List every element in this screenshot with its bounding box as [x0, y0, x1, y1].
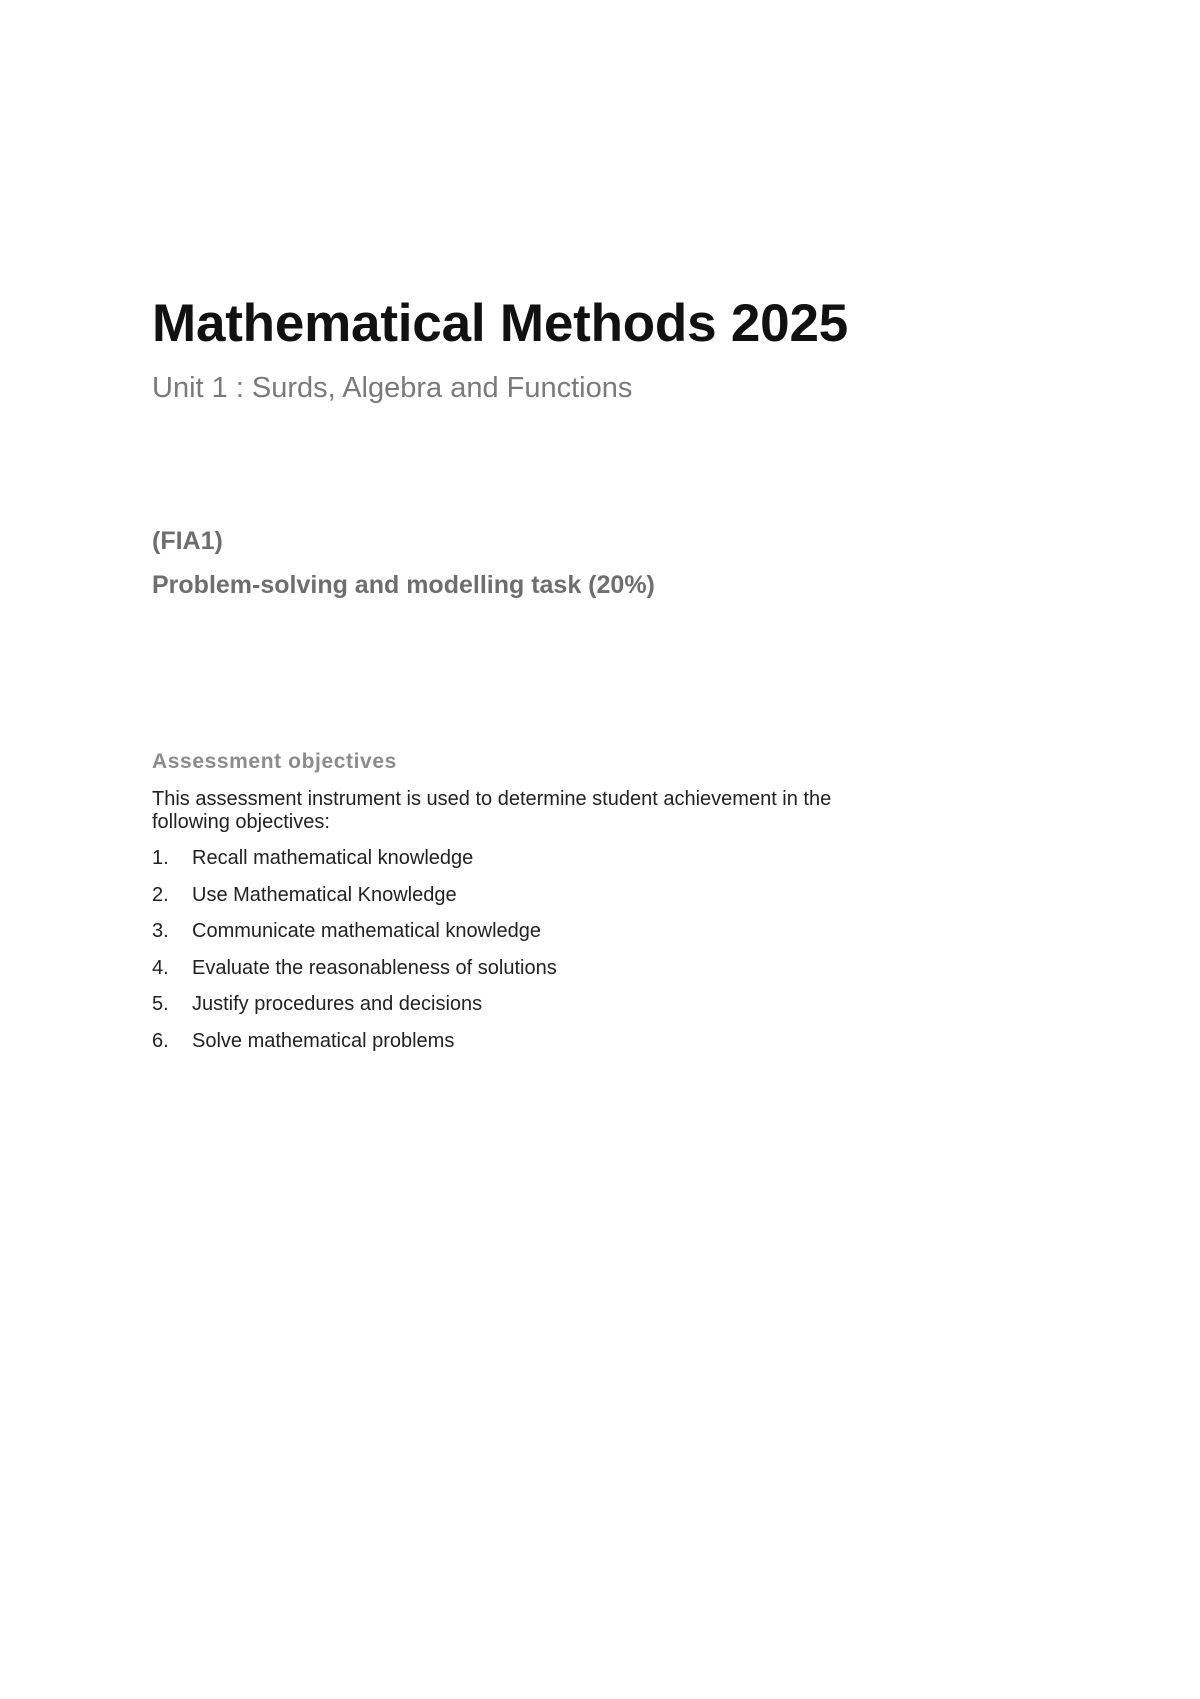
document-subtitle: Unit 1 : Surds, Algebra and Functions: [152, 372, 633, 404]
objectives-heading: Assessment objectives: [152, 750, 397, 773]
task-name: Problem-solving and modelling task (20%): [152, 571, 655, 599]
list-item: [152, 919, 557, 956]
list-item: [152, 992, 557, 1029]
objectives-intro: This assessment instrument is used to determine student achievement in the following objectives:: [152, 788, 832, 833]
list-item-number: 1.: [152, 847, 169, 869]
list-item-number: 4.: [152, 956, 169, 979]
list-item: [152, 846, 557, 883]
objectives-list: [152, 846, 557, 1066]
list-item-number: 3.: [152, 920, 169, 943]
list-item-number: 5.: [152, 993, 169, 1016]
list-item-number: 2.: [152, 883, 169, 906]
list-item: [152, 956, 557, 993]
list-item-number: 6.: [152, 1029, 169, 1052]
list-item-text: Evaluate the reasonableness of solutions: [192, 956, 557, 979]
list-item-text: Use Mathematical Knowledge: [192, 883, 457, 906]
list-item-text: Recall mathematical knowledge: [192, 847, 474, 869]
list-item-text: Solve mathematical problems: [192, 1029, 455, 1052]
list-item-text: Communicate mathematical knowledge: [192, 920, 542, 943]
list-item: [152, 883, 557, 920]
assessment-code: (FIA1): [152, 527, 223, 555]
list-item: [152, 1029, 557, 1066]
document-title: Mathematical Methods 2025: [152, 294, 849, 353]
list-item-text: Justify procedures and decisions: [192, 993, 483, 1016]
